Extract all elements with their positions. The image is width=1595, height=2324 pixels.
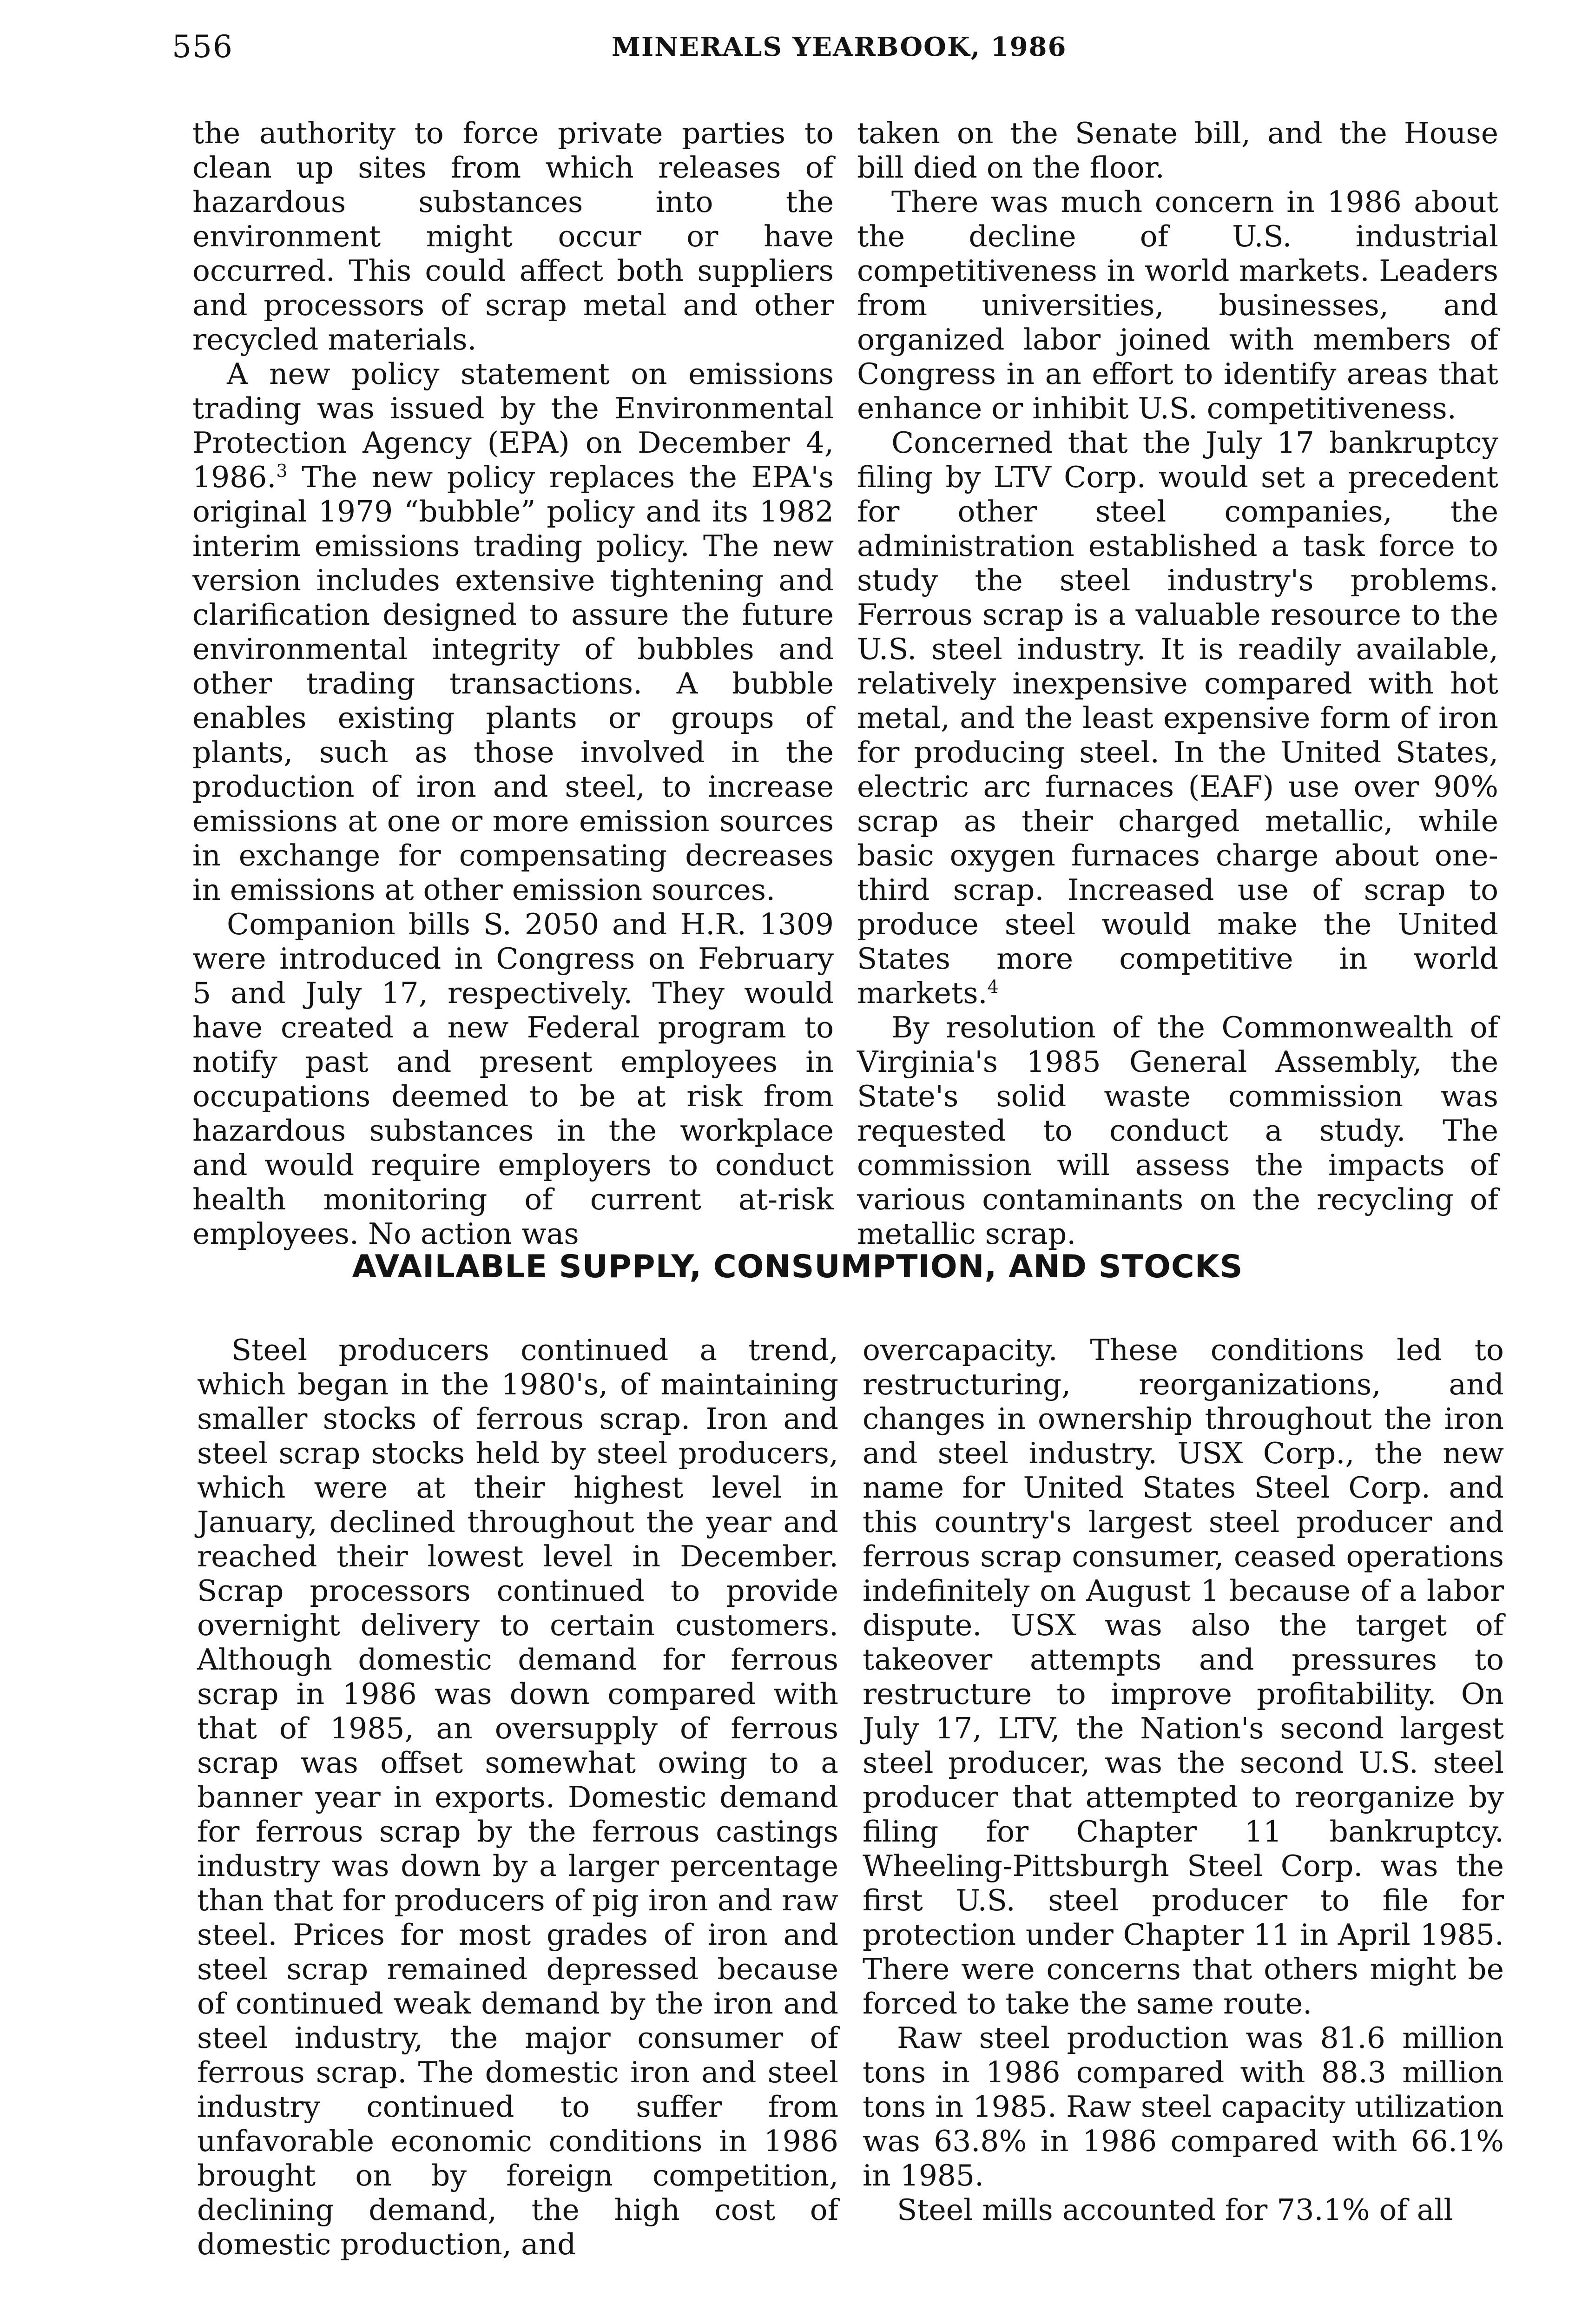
column-bottom-left (197, 1333, 838, 2262)
column-top-left (192, 116, 834, 1251)
paragraph-text: A new policy statement on emissions trading was issued by the Environmental Protection Agency (EPA) on December 4, 1986. (192, 357, 834, 494)
paragraph: Companion bills S. 2050 and H.R. 1309 were introduced in Congress on February 5 and July 17, respectively. They would have created a new Federal program to notify past and present employees in occupations deemed to be at risk from hazardous substances in the workplace and would require employers to conduct health monitoring of current at-risk employees. No action was (192, 907, 834, 1251)
paragraph: the authority to force private parties to clean up sites from which releases of hazardous substances into the environment might occur or have occurred. This could affect both suppliers and processors of scrap metal and other recycled materials. (192, 116, 834, 357)
paragraph: taken on the Senate bill, and the House bill died on the floor. (857, 116, 1498, 185)
page-number: 556 (172, 29, 233, 65)
running-title: MINERALS YEARBOOK, 1986 (612, 32, 1067, 62)
paragraph: Steel mills accounted for 73.1% of all (897, 2193, 1453, 2227)
paragraph: Raw steel production was 81.6 million tons in 1986 compared with 88.3 million tons in 1985. Raw steel capacity utilization was 63.8% in 1986 compared with 66.1% in 1985. (863, 2021, 1504, 2192)
footnote-marker: 4 (987, 977, 999, 997)
paragraph: There was much concern in 1986 about the decline of U.S. industrial competitiveness in world markets. Leaders from universities, businesses, and organized labor joined with members of Congress in an effort to identify areas that enhance or inhibit U.S. competitiveness. (857, 185, 1498, 425)
paragraph-text: Concerned that the July 17 bankruptcy filing by LTV Corp. would set a precedent for other steel companies, the administration established a task force to study the steel industry's problems. Ferrous scrap is a valuable resource to the U.S. steel industry. It is readily available, relatively inexpensive compared with hot metal, and the least expensive form of iron for producing steel. In the United States, electric arc furnaces (EAF) use over 90% scrap as their charged metallic, while basic oxygen furnaces charge about one-third scrap. Increased use of scrap to produce steel would make the United States more competitive in world markets. (857, 426, 1498, 1010)
section-heading: AVAILABLE SUPPLY, CONSUMPTION, AND STOCKS (352, 1248, 1243, 1285)
paragraph (192, 357, 834, 907)
column-top-right (857, 116, 1498, 1251)
paragraph-text: The new policy replaces the EPA's original 1979 “bubble” policy and its 1982 interim emissions trading policy. The new version includes extensive tightening and clarification designed to assure the future environmental integrity of bubbles and other trading transactions. A bubble enables existing plants or groups of plants, such as those involved in the production of iron and steel, to increase emissions at one or more emission sources in exchange for compensating decreases in emissions at other emission sources. (192, 460, 834, 907)
paragraph: By resolution of the Commonwealth of Virginia's 1985 General Assembly, the State's solid waste commission was requested to conduct a study. The commission will assess the impacts of various contaminants on the recycling of metallic scrap. (857, 1010, 1498, 1251)
running-head (0, 29, 1595, 71)
paragraph (857, 426, 1498, 1010)
footnote-marker: 3 (276, 461, 288, 481)
column-bottom-right (863, 1333, 1504, 2227)
paragraph: Steel producers continued a trend, which began in the 1980's, of maintaining smaller stocks of ferrous scrap. Iron and steel scrap stocks held by steel producers, which were at their highest level in January, declined throughout the year and reached their lowest level in December. Scrap processors continued to provide overnight delivery to certain customers. Although domestic demand for ferrous scrap in 1986 was down compared with that of 1985, an oversupply of ferrous scrap was offset somewhat owing to a banner year in exports. Domestic demand for ferrous scrap by the ferrous castings industry was down by a larger percentage than that for producers of pig iron and raw steel. Prices for most grades of iron and steel scrap remained depressed because of continued weak demand by the iron and steel industry, the major consumer of ferrous scrap. The domestic iron and steel industry continued to suffer from unfavorable economic conditions in 1986 brought on by foreign competition, declining demand, the high cost of domestic production, and (197, 1333, 838, 2261)
paragraph: overcapacity. These conditions led to restructuring, reorganizations, and changes in ownership throughout the iron and steel industry. USX Corp., the new name for United States Steel Corp. and this country's largest steel producer and ferrous scrap consumer, ceased operations indefinitely on August 1 because of a labor dispute. USX was also the target of takeover attempts and pressures to restructure to improve profitability. On July 17, LTV, the Nation's second largest steel producer, was the second U.S. steel producer that attempted to reorganize by filing for Chapter 11 bankruptcy. Wheeling-Pittsburgh Steel Corp. was the first U.S. steel producer to file for protection under Chapter 11 in April 1985. There were concerns that others might be forced to take the same route. (863, 1333, 1504, 2020)
